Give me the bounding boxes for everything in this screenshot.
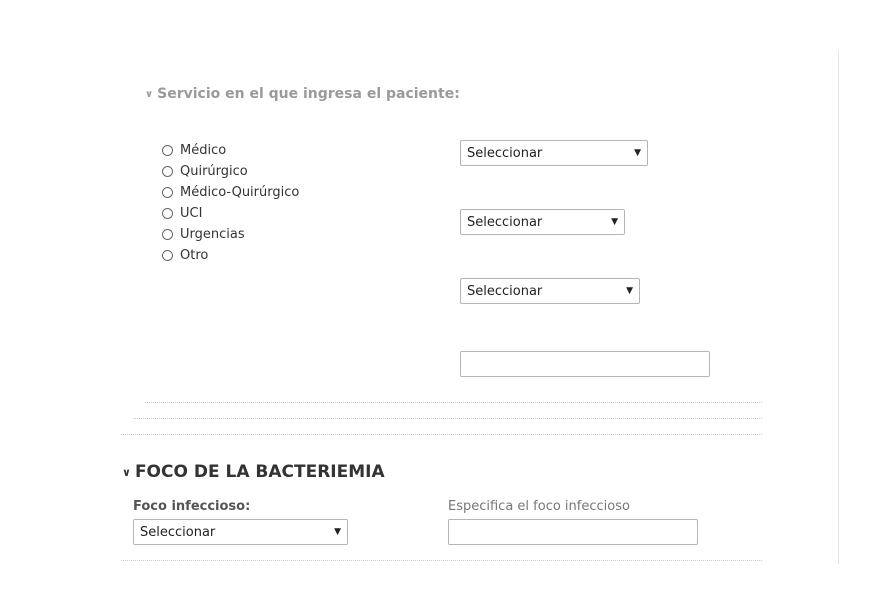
radio-label: UCI: [180, 206, 203, 221]
radio-option-medico-quirurgico[interactable]: [162, 182, 299, 203]
divider: [121, 560, 762, 561]
radio-button-icon[interactable]: [162, 229, 173, 240]
radio-option-medico[interactable]: [162, 140, 299, 161]
uci-select[interactable]: [460, 278, 640, 304]
divider: [121, 434, 762, 435]
radio-button-icon[interactable]: [162, 145, 173, 156]
service-section-header[interactable]: [145, 86, 460, 102]
service-section-title: Servicio en el que ingresa el paciente:: [157, 86, 460, 102]
chevron-down-icon: ▼: [611, 217, 618, 227]
select-value: Seleccionar: [467, 283, 543, 299]
radio-button-icon[interactable]: [162, 166, 173, 177]
radio-label: Quirúrgico: [180, 164, 248, 179]
divider: [145, 402, 762, 403]
radio-label: Médico: [180, 143, 227, 158]
other-service-input[interactable]: [460, 351, 710, 377]
chevron-down-icon: ▼: [334, 527, 341, 537]
chevron-down-icon: ∨: [122, 465, 131, 479]
focus-section-header[interactable]: [122, 462, 385, 482]
select-value: Seleccionar: [467, 214, 543, 230]
specify-focus-input[interactable]: [448, 519, 698, 545]
radio-option-urgencias[interactable]: [162, 224, 299, 245]
radio-option-uci[interactable]: [162, 203, 299, 224]
radio-button-icon[interactable]: [162, 208, 173, 219]
radio-label: Médico-Quirúrgico: [180, 185, 300, 200]
specify-focus-label: Especifica el foco infeccioso: [448, 499, 630, 514]
focus-select[interactable]: [133, 519, 348, 545]
service-radio-group: [162, 140, 299, 266]
radio-label: Otro: [180, 248, 209, 263]
radio-button-icon[interactable]: [162, 187, 173, 198]
divider: [133, 418, 762, 419]
radio-button-icon[interactable]: [162, 250, 173, 261]
focus-section-title: FOCO DE LA BACTERIEMIA: [134, 462, 385, 482]
focus-label: Foco infeccioso:: [133, 499, 251, 514]
radio-option-quirurgico[interactable]: [162, 161, 299, 182]
radio-option-otro[interactable]: [162, 245, 299, 266]
select-value: Seleccionar: [140, 524, 216, 540]
right-divider: [838, 50, 839, 564]
quirurgico-select[interactable]: [460, 209, 625, 235]
chevron-down-icon: ▼: [626, 286, 633, 296]
chevron-down-icon: ∨: [145, 88, 154, 100]
select-value: Seleccionar: [467, 145, 543, 161]
medico-select[interactable]: [460, 140, 648, 166]
radio-label: Urgencias: [180, 227, 245, 242]
chevron-down-icon: ▼: [634, 148, 641, 158]
